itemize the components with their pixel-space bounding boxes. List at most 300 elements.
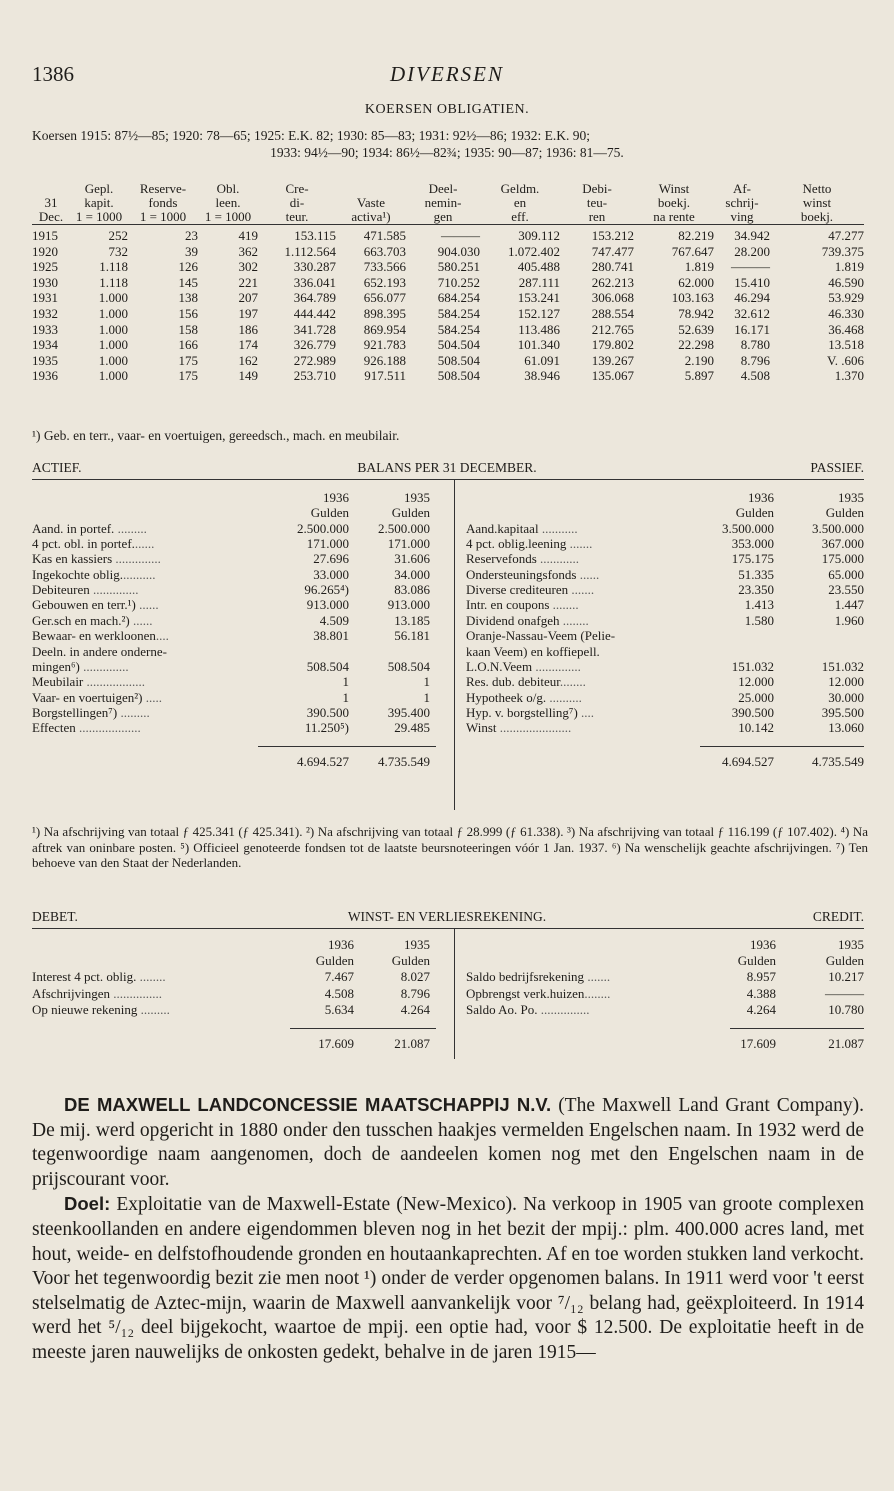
stats-table	[32, 182, 864, 384]
col-unit: Gulden	[391, 953, 430, 969]
account-label	[32, 674, 145, 689]
account-label	[32, 551, 161, 566]
value-1936: 4.388	[746, 985, 776, 1001]
leader-dots: ........	[559, 674, 586, 690]
account-name: Hypotheek o/g.	[466, 689, 547, 705]
stats-header-cell: 1 = 1000	[204, 209, 252, 224]
koersen-heading: KOERSEN OBLIGATIEN.	[364, 102, 530, 117]
value-1935: 1.960	[834, 612, 864, 628]
account-name: Debiteuren	[32, 582, 90, 598]
value-1935: 913.000	[387, 597, 430, 613]
table-cell: 1925	[32, 259, 58, 275]
table-cell: 186	[238, 321, 258, 337]
leader-dots: .......	[566, 536, 593, 552]
value-1935: 395.500	[821, 704, 864, 720]
value-1936: 3.500.000	[722, 520, 774, 536]
table-cell: 1932	[32, 305, 58, 321]
table-cell: 444.442	[293, 305, 336, 321]
col-year: 1936	[328, 937, 354, 952]
table-cell: 419	[238, 228, 258, 243]
value-1936: 390.500	[306, 704, 349, 720]
leader-dots: ........	[136, 969, 166, 985]
stats-header-cell: Deel-	[428, 181, 458, 196]
table-cell: 1930	[32, 274, 58, 290]
account-name: Oranje-Nassau-Veem (Pelie-	[466, 628, 616, 644]
leader-dots: ......	[135, 597, 159, 613]
stats-header-cell: kapit.	[84, 195, 114, 210]
table-cell: 78.942	[678, 305, 714, 321]
leader-dots: ..........	[122, 566, 156, 582]
value-1936: 7.467	[324, 969, 354, 985]
leader-dots: ........	[584, 985, 611, 1001]
balans-title: BALANS PER 31 DECEMBER.	[357, 460, 537, 475]
col-unit: Gulden	[737, 953, 776, 969]
leader-dots: ......................	[496, 720, 572, 736]
leader-dots: ........	[549, 597, 579, 613]
value-1935: 56.181	[394, 628, 430, 644]
winst-right-label: CREDIT.	[812, 909, 864, 924]
table-cell: 15.410	[734, 274, 770, 290]
table-cell: 139.267	[591, 352, 634, 368]
stats-header-cell: Af-	[732, 181, 752, 196]
table-cell: 175	[178, 352, 198, 368]
leader-dots: ............	[536, 551, 580, 567]
stats-header-cell	[336, 182, 406, 196]
value-1935: 2.500.000	[378, 520, 430, 536]
leader-dots: ..............	[112, 551, 161, 567]
value-1935: 175.000	[821, 551, 864, 567]
table-cell: 584.254	[437, 321, 480, 337]
table-cell: 28.200	[734, 243, 770, 259]
table-cell: 22.298	[678, 337, 714, 353]
table-row	[32, 225, 864, 244]
table-cell: 1.118	[99, 274, 128, 290]
account-name: Ondersteuningsfonds	[466, 566, 577, 582]
balans-left-label: ACTIEF.	[32, 460, 82, 475]
account-label	[32, 628, 169, 643]
value-1935: 10.780	[828, 1001, 864, 1017]
account-label	[466, 551, 579, 566]
value-1936: 151.032	[731, 658, 774, 674]
stats-header-cell: nemin-	[424, 195, 462, 210]
table-cell: 152.127	[517, 305, 560, 321]
table-cell: 1915	[32, 228, 58, 243]
winst-title: WINST- EN VERLIESREKENING.	[347, 909, 547, 924]
table-cell: 580.251	[437, 259, 480, 275]
table-cell: 898.395	[363, 305, 406, 321]
stats-header-cell: Winst	[658, 181, 690, 196]
col-unit: Gulden	[391, 505, 430, 521]
col-unit: Gulden	[825, 505, 864, 521]
value-1936: 1	[342, 689, 349, 705]
table-cell: 162	[238, 352, 258, 368]
value-1935: 171.000	[387, 536, 430, 552]
stats-header-cell: en	[513, 195, 527, 210]
col-year: 1935	[838, 937, 864, 952]
account-name: Diverse crediteuren	[466, 582, 569, 598]
table-cell: 1.819	[684, 259, 714, 275]
value-1935: 13.060	[828, 720, 864, 736]
table-cell: 917.511	[364, 368, 406, 384]
total-rule	[258, 746, 436, 747]
table-cell: 179.802	[591, 337, 634, 353]
table-cell: 101.340	[517, 337, 560, 353]
value-1936: 1	[342, 674, 349, 690]
table-cell: 253.710	[293, 368, 336, 384]
company-para-1: (The Maxwell Land Grant Company). De mij. werd opgericht in 1880 onder den tusschen haakjes vermelden Engelschen naam. In 1932 werd de tegenwoordige naam aangenomen, doch de aandeelen komen nog met den Engelschen naam in de prijscourant voor.	[32, 1095, 865, 1190]
value-1936: 2.500.000	[297, 520, 349, 536]
stats-header-cell: di-	[289, 195, 305, 210]
doel-label: Doel:	[64, 1193, 111, 1215]
table-cell: 326.779	[293, 337, 336, 353]
table-cell: 34.942	[734, 228, 770, 243]
table-row	[32, 275, 864, 291]
account-label	[32, 659, 129, 674]
col-year: 1935	[404, 937, 430, 952]
table-cell: 145	[178, 274, 198, 290]
value-1935: 83.086	[394, 582, 430, 598]
account-label	[466, 1002, 590, 1017]
account-label	[32, 521, 147, 536]
stats-header-cell: na rente	[653, 209, 695, 224]
account-name: Res. dub. debiteur	[466, 674, 560, 690]
stats-footnote: ¹) Geb. en terr., vaar- en voertuigen, gereedsch., mach. en meubilair.	[32, 428, 400, 443]
account-name: Bewaar- en werkloonen	[32, 628, 156, 644]
account-label	[466, 986, 610, 1001]
stats-header-cell: 1 = 1000	[75, 209, 123, 224]
stats-header-cell: 31	[44, 195, 58, 210]
value-1935: 31.606	[394, 551, 430, 567]
account-label	[32, 613, 153, 628]
col-year: 1935	[404, 490, 430, 505]
value-1936: 11.250⁵)	[304, 720, 349, 736]
table-cell: 174	[238, 337, 258, 353]
table-cell: 46.294	[734, 290, 770, 306]
table-cell: 62.000	[678, 274, 714, 290]
leader-dots: ...............	[537, 1001, 590, 1017]
stats-header-cell: activa¹)	[351, 209, 391, 224]
account-label	[32, 597, 159, 612]
stats-header-cell: Obl.	[216, 181, 240, 196]
value-1935: 10.217	[828, 969, 864, 985]
koersen-line-1: Koersen 1915: 87½—85; 1920: 78—65; 1925: E.K. 82; 1930: 85—83; 1931: 92½—86; 1932: E.K. 90;	[32, 128, 590, 143]
stats-header-cell: fonds	[148, 195, 178, 210]
account-label	[466, 969, 610, 984]
value-1935: 1.447	[834, 597, 864, 613]
table-cell: 1934	[32, 337, 58, 353]
total-1936: 17.609	[740, 1036, 776, 1051]
table-cell: 1.072.402	[508, 243, 560, 259]
stats-header-cell: winst	[802, 195, 832, 210]
account-label	[466, 613, 589, 628]
table-cell: 135.067	[591, 368, 634, 384]
table-cell: 166	[178, 337, 198, 353]
col-year: 1936	[323, 490, 349, 505]
table-cell: 732	[108, 243, 128, 259]
table-cell: 262.213	[591, 274, 634, 290]
value-1936: 33.000	[313, 566, 349, 582]
page-title: DIVERSEN	[390, 62, 504, 86]
table-row	[32, 290, 864, 306]
table-cell: 1931	[32, 290, 58, 306]
table-cell: 138	[178, 290, 198, 306]
stats-header-cell: boekj.	[800, 209, 834, 224]
table-cell: 1.819	[834, 259, 864, 275]
stats-header-cell: ren	[588, 209, 606, 224]
value-1936: 27.696	[313, 551, 349, 567]
account-label	[32, 720, 141, 735]
account-name: Opbrengst verk.huizen	[466, 985, 585, 1001]
table-row	[32, 306, 864, 322]
account-label	[466, 644, 600, 659]
value-1935: 65.000	[828, 566, 864, 582]
table-cell: 306.068	[591, 290, 634, 306]
table-cell: 39	[185, 243, 198, 259]
table-cell: 221	[238, 274, 258, 290]
value-1936: 10.142	[738, 720, 774, 736]
leader-dots: .........	[114, 520, 147, 536]
value-1935: 4.264	[400, 1001, 430, 1017]
table-cell: 280.741	[591, 259, 634, 275]
table-cell: 926.188	[363, 352, 406, 368]
table-cell: 46.330	[828, 305, 864, 321]
stats-header-cell: Vaste	[356, 195, 386, 210]
value-1935: 3.500.000	[812, 520, 864, 536]
stats-header-cell: teu-	[586, 195, 608, 210]
stats-header-row	[32, 182, 864, 196]
table-cell: 32.612	[734, 305, 770, 321]
stats-header-cell: eff.	[511, 209, 529, 224]
table-cell: 197	[238, 305, 258, 321]
table-cell: 921.783	[363, 337, 406, 353]
account-label	[466, 690, 582, 705]
value-1936: 913.000	[306, 597, 349, 613]
total-1936: 4.694.527	[722, 753, 774, 769]
company-name: DE MAXWELL LANDCONCESSIE MAATSCHAPPIJ N.V.	[64, 1094, 552, 1115]
table-cell: 38.946	[524, 368, 560, 384]
account-name: L.O.N.Veem	[466, 658, 533, 674]
col-year: 1936	[750, 937, 776, 952]
value-1936: 1.413	[744, 597, 774, 613]
leader-dots: ........	[559, 612, 589, 628]
table-cell: 1.000	[98, 368, 128, 384]
leader-dots: ...............	[109, 985, 162, 1001]
account-name: Gebouwen en terr.¹)	[32, 597, 136, 613]
value-1936: 4.509	[319, 612, 349, 628]
account-label	[32, 536, 154, 551]
table-cell: 1.000	[98, 352, 128, 368]
stats-header-cell	[32, 182, 70, 196]
table-cell: 904.030	[437, 243, 480, 259]
leader-dots: .......	[568, 582, 595, 598]
table-cell: 8.780	[740, 337, 770, 353]
table-cell: 869.954	[363, 321, 406, 337]
account-name: mingen⁶)	[32, 658, 80, 674]
leader-dots: ....	[577, 704, 595, 720]
table-cell: 767.647	[671, 243, 714, 259]
total-1935: 21.087	[828, 1036, 864, 1051]
account-name: Winst	[466, 720, 497, 736]
account-name: Effecten	[32, 720, 76, 736]
value-1936: 171.000	[306, 536, 349, 552]
leader-dots: .........	[117, 704, 150, 720]
table-row	[32, 259, 864, 275]
winst-left-label: DEBET.	[32, 909, 78, 924]
account-name: Intr. en coupons	[466, 597, 550, 613]
leader-dots: ..............	[532, 658, 581, 674]
table-cell: 53.929	[828, 290, 864, 306]
account-name: Reservefonds	[466, 551, 537, 567]
account-label	[466, 536, 592, 551]
leader-dots: ..................	[83, 674, 146, 690]
table-cell: ———	[731, 259, 770, 275]
table-cell: 364.789	[293, 290, 336, 306]
value-1935: 151.032	[821, 658, 864, 674]
account-label	[32, 986, 162, 1001]
stats-header-cell: leen.	[215, 195, 241, 210]
value-1936: 12.000	[738, 674, 774, 690]
stats-header-cell: boekj.	[657, 195, 691, 210]
value-1936: 38.801	[313, 628, 349, 644]
table-cell: 47.277	[828, 228, 864, 243]
leader-dots: ...........	[538, 520, 578, 536]
table-cell: 747.477	[591, 243, 634, 259]
balans-divider	[454, 480, 455, 810]
account-name: Deeln. in andere onderne-	[32, 643, 167, 659]
account-name: Ger.sch en mach.²)	[32, 612, 130, 628]
table-cell: 126	[178, 259, 198, 275]
table-cell: V. .606	[827, 352, 864, 368]
table-cell: 5.897	[684, 368, 714, 384]
table-cell: 1.000	[98, 290, 128, 306]
value-1935: 29.485	[394, 720, 430, 736]
table-cell: 113.486	[518, 321, 560, 337]
value-1936: 4.264	[746, 1001, 776, 1017]
account-name: Saldo bedrijfsrekening	[466, 969, 585, 985]
table-cell: 61.091	[524, 352, 560, 368]
stats-header-cell: ving	[730, 209, 754, 224]
value-1936: 96.265⁴)	[304, 582, 349, 598]
account-label	[32, 567, 155, 582]
account-label	[466, 705, 594, 720]
table-cell: 362	[238, 243, 258, 259]
account-name: 4 pct. obl. in portef.	[32, 536, 135, 552]
koersen-line-2: 1933: 94½—90; 1934: 86½—82¾; 1935: 90—87; 1936: 81—75.	[270, 145, 624, 160]
col-unit: Gulden	[825, 953, 864, 969]
company-description	[32, 1093, 864, 1366]
table-cell: 336.041	[293, 274, 336, 290]
table-cell: 153.241	[517, 290, 560, 306]
account-name: Saldo Ao. Po.	[466, 1001, 538, 1017]
table-cell: 149	[238, 368, 258, 384]
total-1935: 4.735.549	[378, 753, 430, 769]
account-label	[32, 1002, 170, 1017]
stats-header-cell: schrij-	[725, 195, 759, 210]
account-name: Hyp. v. borgstelling⁷)	[466, 704, 578, 720]
company-para-2: Exploitatie van de Maxwell-Estate (New-Mexico). Na verkoop in 1905 van groote complexen steenkoollanden en andere eigendommen bleven nog in het bezit der mpij.: plm. 400.000 acres land, met hout, weide- en delfstofhoudende gronden en houtaankaprechten. Af en toe worden stukken land verkocht. Voor het tegenwoordig bezit zie men noot ¹) onder de verder opgenomen balans. In 1911 werd voor 't eerst stelselmatig de Aztec-mijn, waarin de Maxwell aanvankelijk voor ⁷/₁₂ belang had, geëxploiteerd. In 1914 werd het ⁵/₁₂ deel bijgekocht, waartoe de mpij. een optie had, voor $ 12.500. De exploitatie heeft in de meeste jaren nauwelijks de onkosten gedekt, behalve in de jaren 1915—	[32, 1194, 864, 1363]
value-1935: 34.000	[394, 566, 430, 582]
account-name: kaan Veem) en koffiepell.	[466, 643, 600, 659]
table-row	[32, 368, 864, 384]
stats-header-cell: Cre-	[285, 181, 309, 196]
table-cell: 584.254	[437, 305, 480, 321]
total-rule	[700, 746, 864, 747]
leader-dots: ..............	[79, 658, 129, 674]
table-cell: 471.585	[363, 228, 406, 243]
table-cell: 1935	[32, 352, 58, 368]
col-year: 1936	[748, 490, 774, 505]
value-1936: 175.175	[731, 551, 774, 567]
account-name: Aand. in portef.	[32, 520, 115, 536]
table-cell: 4.508	[740, 368, 770, 384]
table-cell: 2.190	[684, 352, 714, 368]
stats-header-cell: Reserve-	[139, 181, 187, 196]
account-label	[466, 628, 615, 643]
value-1935: 1	[423, 674, 430, 690]
leader-dots: .........	[137, 1001, 170, 1017]
value-1935: 23.550	[828, 582, 864, 598]
leader-dots: ..............	[89, 582, 139, 598]
table-cell: 330.287	[293, 259, 336, 275]
winst-divider	[454, 929, 455, 1059]
balans-top-rule	[32, 479, 864, 480]
account-name: Kas en kassiers	[32, 551, 113, 567]
account-label	[32, 969, 166, 984]
table-cell: 302	[238, 259, 258, 275]
value-1935: 8.027	[400, 969, 430, 985]
value-1936: 5.634	[324, 1001, 354, 1017]
table-cell: 13.518	[828, 337, 864, 353]
table-cell: 508.504	[437, 352, 480, 368]
stats-header-cell: Dec.	[38, 209, 64, 224]
table-cell: 156	[178, 305, 198, 321]
col-unit: Gulden	[310, 505, 349, 521]
col-unit: Gulden	[735, 505, 774, 521]
total-rule	[730, 1028, 864, 1029]
table-cell: 8.796	[740, 352, 770, 368]
table-cell: 1.118	[99, 259, 128, 275]
total-1935: 4.735.549	[812, 753, 864, 769]
value-1935: 30.000	[828, 689, 864, 705]
account-name: Afschrijvingen	[32, 985, 110, 1001]
account-name: Borgstellingen⁷)	[32, 704, 118, 720]
account-label	[32, 690, 162, 705]
table-cell: 153.212	[591, 228, 634, 243]
stats-header-cell: Gepl.	[84, 181, 114, 196]
value-1936: 25.000	[738, 689, 774, 705]
leader-dots: ..........	[546, 689, 582, 705]
table-cell: 252	[108, 228, 128, 243]
account-label	[466, 659, 581, 674]
table-cell: 16.171	[734, 321, 770, 337]
value-1936: 23.350	[738, 582, 774, 598]
value-1935: 8.796	[400, 985, 430, 1001]
table-cell: 1.000	[98, 321, 128, 337]
account-name: 4 pct. oblig.leening	[466, 536, 567, 552]
table-cell: 309.112	[518, 228, 560, 243]
account-name: Interest 4 pct. oblig.	[32, 969, 137, 985]
account-name: Meubilair	[32, 674, 84, 690]
total-1935: 21.087	[394, 1036, 430, 1051]
table-row	[32, 244, 864, 260]
table-cell: 739.375	[821, 243, 864, 259]
total-1936: 4.694.527	[297, 753, 349, 769]
table-cell: 153.115	[294, 228, 336, 243]
table-cell: 52.639	[678, 321, 714, 337]
table-cell: 652.193	[363, 274, 406, 290]
leader-dots: ....	[155, 628, 169, 644]
table-cell: 1.370	[834, 368, 864, 384]
